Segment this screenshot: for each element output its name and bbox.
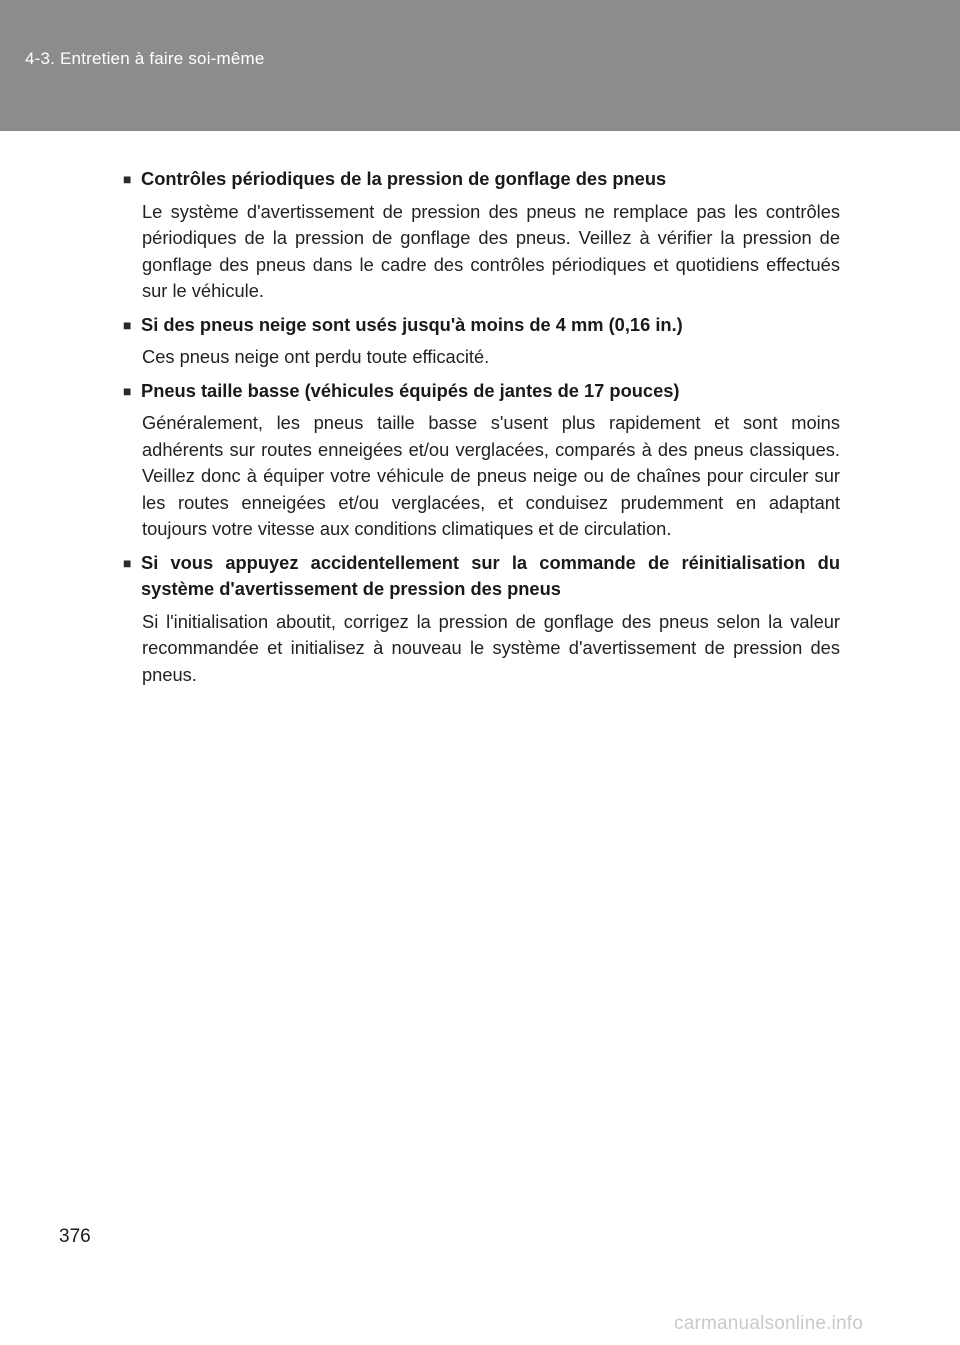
square-bullet-icon: ■: [123, 171, 132, 187]
square-bullet-icon: ■: [123, 554, 132, 571]
header-band: [0, 0, 960, 131]
page-content: [123, 166, 840, 695]
section-body: Généralement, les pneus taille basse s'usent plus rapidement et sont moins adhérents sur routes enneigées et/ou verglacées, comparés à des pneus classiques. Veillez donc à équiper votre véhicule de pneus neige ou de chaînes pour circuler sur les routes enneigées et/ou verglacées, et conduisez prudemment en adaptant toujours votre vitesse aux conditions climatiques et de circulation.: [142, 412, 840, 539]
section-heading: [123, 550, 840, 603]
square-bullet-icon: ■: [123, 382, 132, 399]
section-accidental-reset: [123, 550, 840, 689]
heading-text: Contrôles périodiques de la pression de gonflage des pneus: [141, 168, 667, 189]
section-worn-snow-tires: [123, 312, 840, 371]
section-title: 4-3. Entretien à faire soi-même: [25, 49, 265, 68]
section-body: Si l'initialisation aboutit, corrigez la pression de gonflage des pneus selon la valeur recommandée et initialisez à nouveau le système d'avertissement de pression des pneus.: [142, 610, 840, 685]
section-heading: [123, 378, 840, 405]
section-low-profile-tires: [123, 378, 840, 543]
heading-text: Pneus taille basse (véhicules équipés de jantes de 17 pouces): [141, 379, 680, 401]
square-bullet-icon: ■: [123, 316, 132, 333]
section-body: Le système d'avertissement de pression des pneus ne remplace pas les contrôles périodiques de la pression de gonflage des pneus. Veillez à vérifier la pression de gonflage des pneus dans le cadre des contrôles périodiques et quotidiens effectués sur le véhicule.: [142, 200, 840, 301]
page-number: 376: [59, 1226, 91, 1247]
heading-text: Si vous appuyez accidentellement sur la commande de réinitialisation du système d'avertissement de pression des pneus: [141, 551, 840, 599]
section-body: Ces pneus neige ont perdu toute efficacité.: [142, 346, 490, 367]
watermark: carmanualsonline.info: [674, 1313, 864, 1334]
section-tire-pressure-checks: [123, 166, 840, 305]
section-heading: [123, 312, 840, 339]
section-heading: [123, 166, 840, 193]
heading-text: Si des pneus neige sont usés jusqu'à moins de 4 mm (0,16 in.): [141, 313, 683, 335]
